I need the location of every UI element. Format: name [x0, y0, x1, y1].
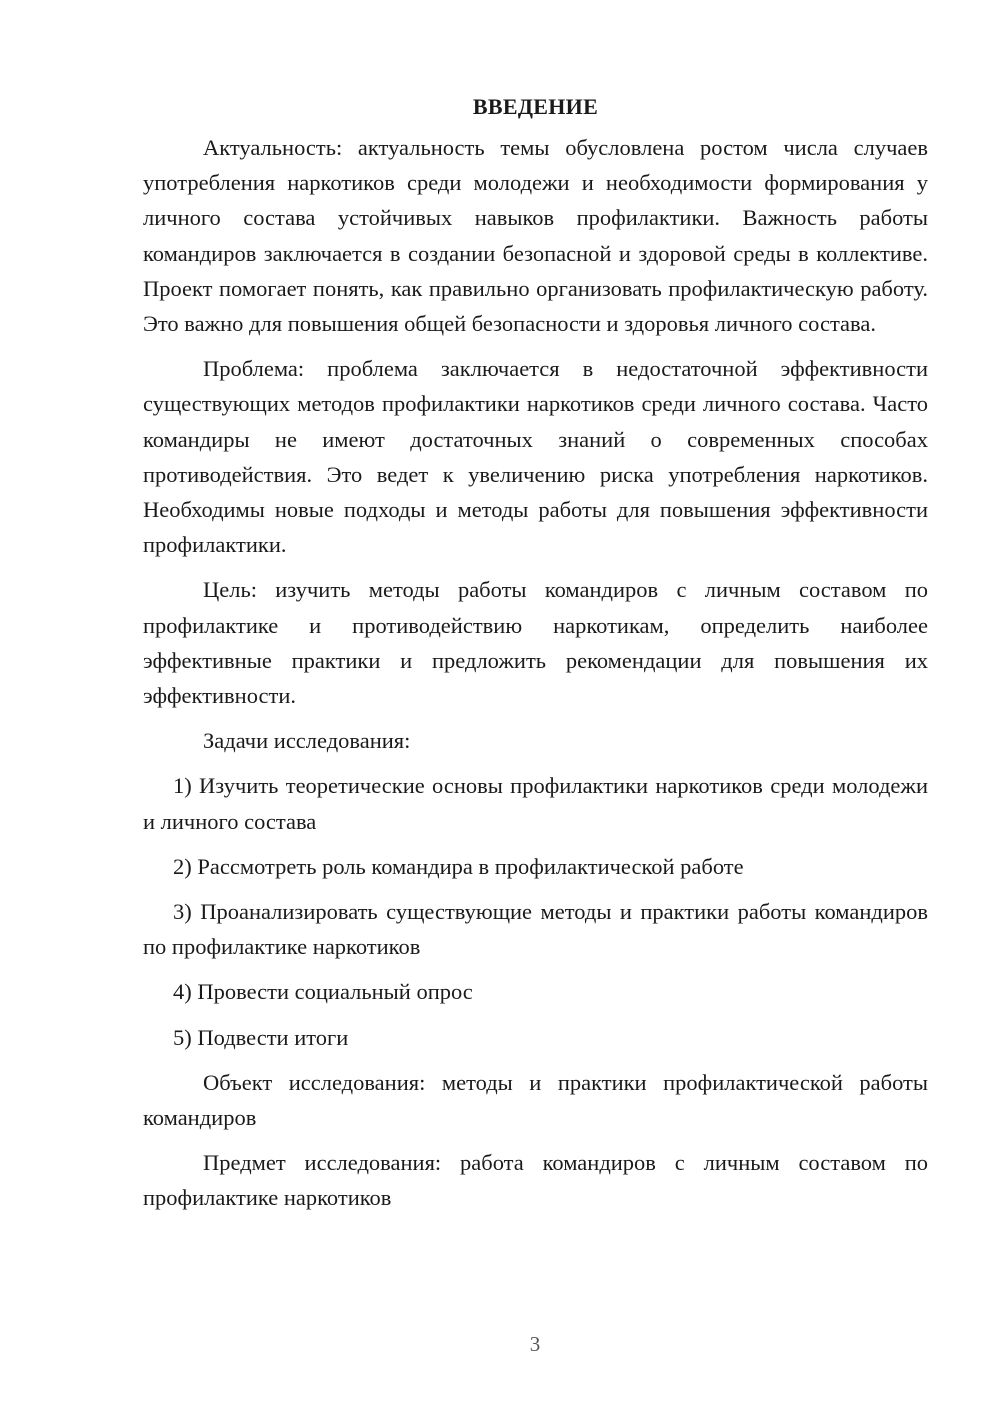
research-object-paragraph: Объект исследования: методы и практики профилактической работы командиров	[143, 1069, 928, 1131]
goal-paragraph: Цель: изучить методы работы командиров с личным составом по профилактике и противодействию наркотикам, определить наиболее эффективные практики и предложить рекомендации для повышения их эффективности.	[143, 577, 928, 709]
task-item-1: 1) Изучить теоретические основы профилактики наркотиков среди молодежи и личного состава	[143, 773, 928, 834]
task-item-2: 2) Рассмотреть роль командира в профилактической работе	[173, 853, 744, 879]
task-item-5: 5) Подвести итоги	[173, 1024, 349, 1050]
section-title: ВВЕДЕНИЕ	[472, 94, 599, 119]
research-subject-paragraph: Предмет исследования: работа командиров с личным составом по профилактике наркотиков	[143, 1150, 928, 1211]
task-item-3: 3) Проанализировать существующие методы и практики работы командиров по профилактике наркотиков	[143, 899, 928, 960]
problem-paragraph: Проблема: проблема заключается в недостаточной эффективности существующих методов профилактики наркотиков среди личного состава. Часто командиры не имеют достаточных знаний о современных способах противодействия. Это ведет к увеличению риска употребления наркотиков. Необходимы новые подходы и методы работы для повышения эффективности профилактики.	[143, 356, 928, 558]
tasks-heading: Задачи исследования:	[203, 728, 411, 754]
relevance-paragraph: Актуальность: актуальность темы обусловлена ростом числа случаев употребления наркотиков среди молодежи и необходимости формирования у личного состава устойчивых навыков профилактики. Важность работы командиров заключается в создании безопасной и здоровой среды в коллективе. Проект помогает понять, как правильно организовать профилактическую работу. Это важно для повышения общей безопасности и здоровья личного состава.	[143, 135, 928, 337]
task-item-4: 4) Провести социальный опрос	[173, 979, 473, 1005]
document-page	[143, 92, 928, 1226]
page-number: 3	[529, 1332, 541, 1356]
